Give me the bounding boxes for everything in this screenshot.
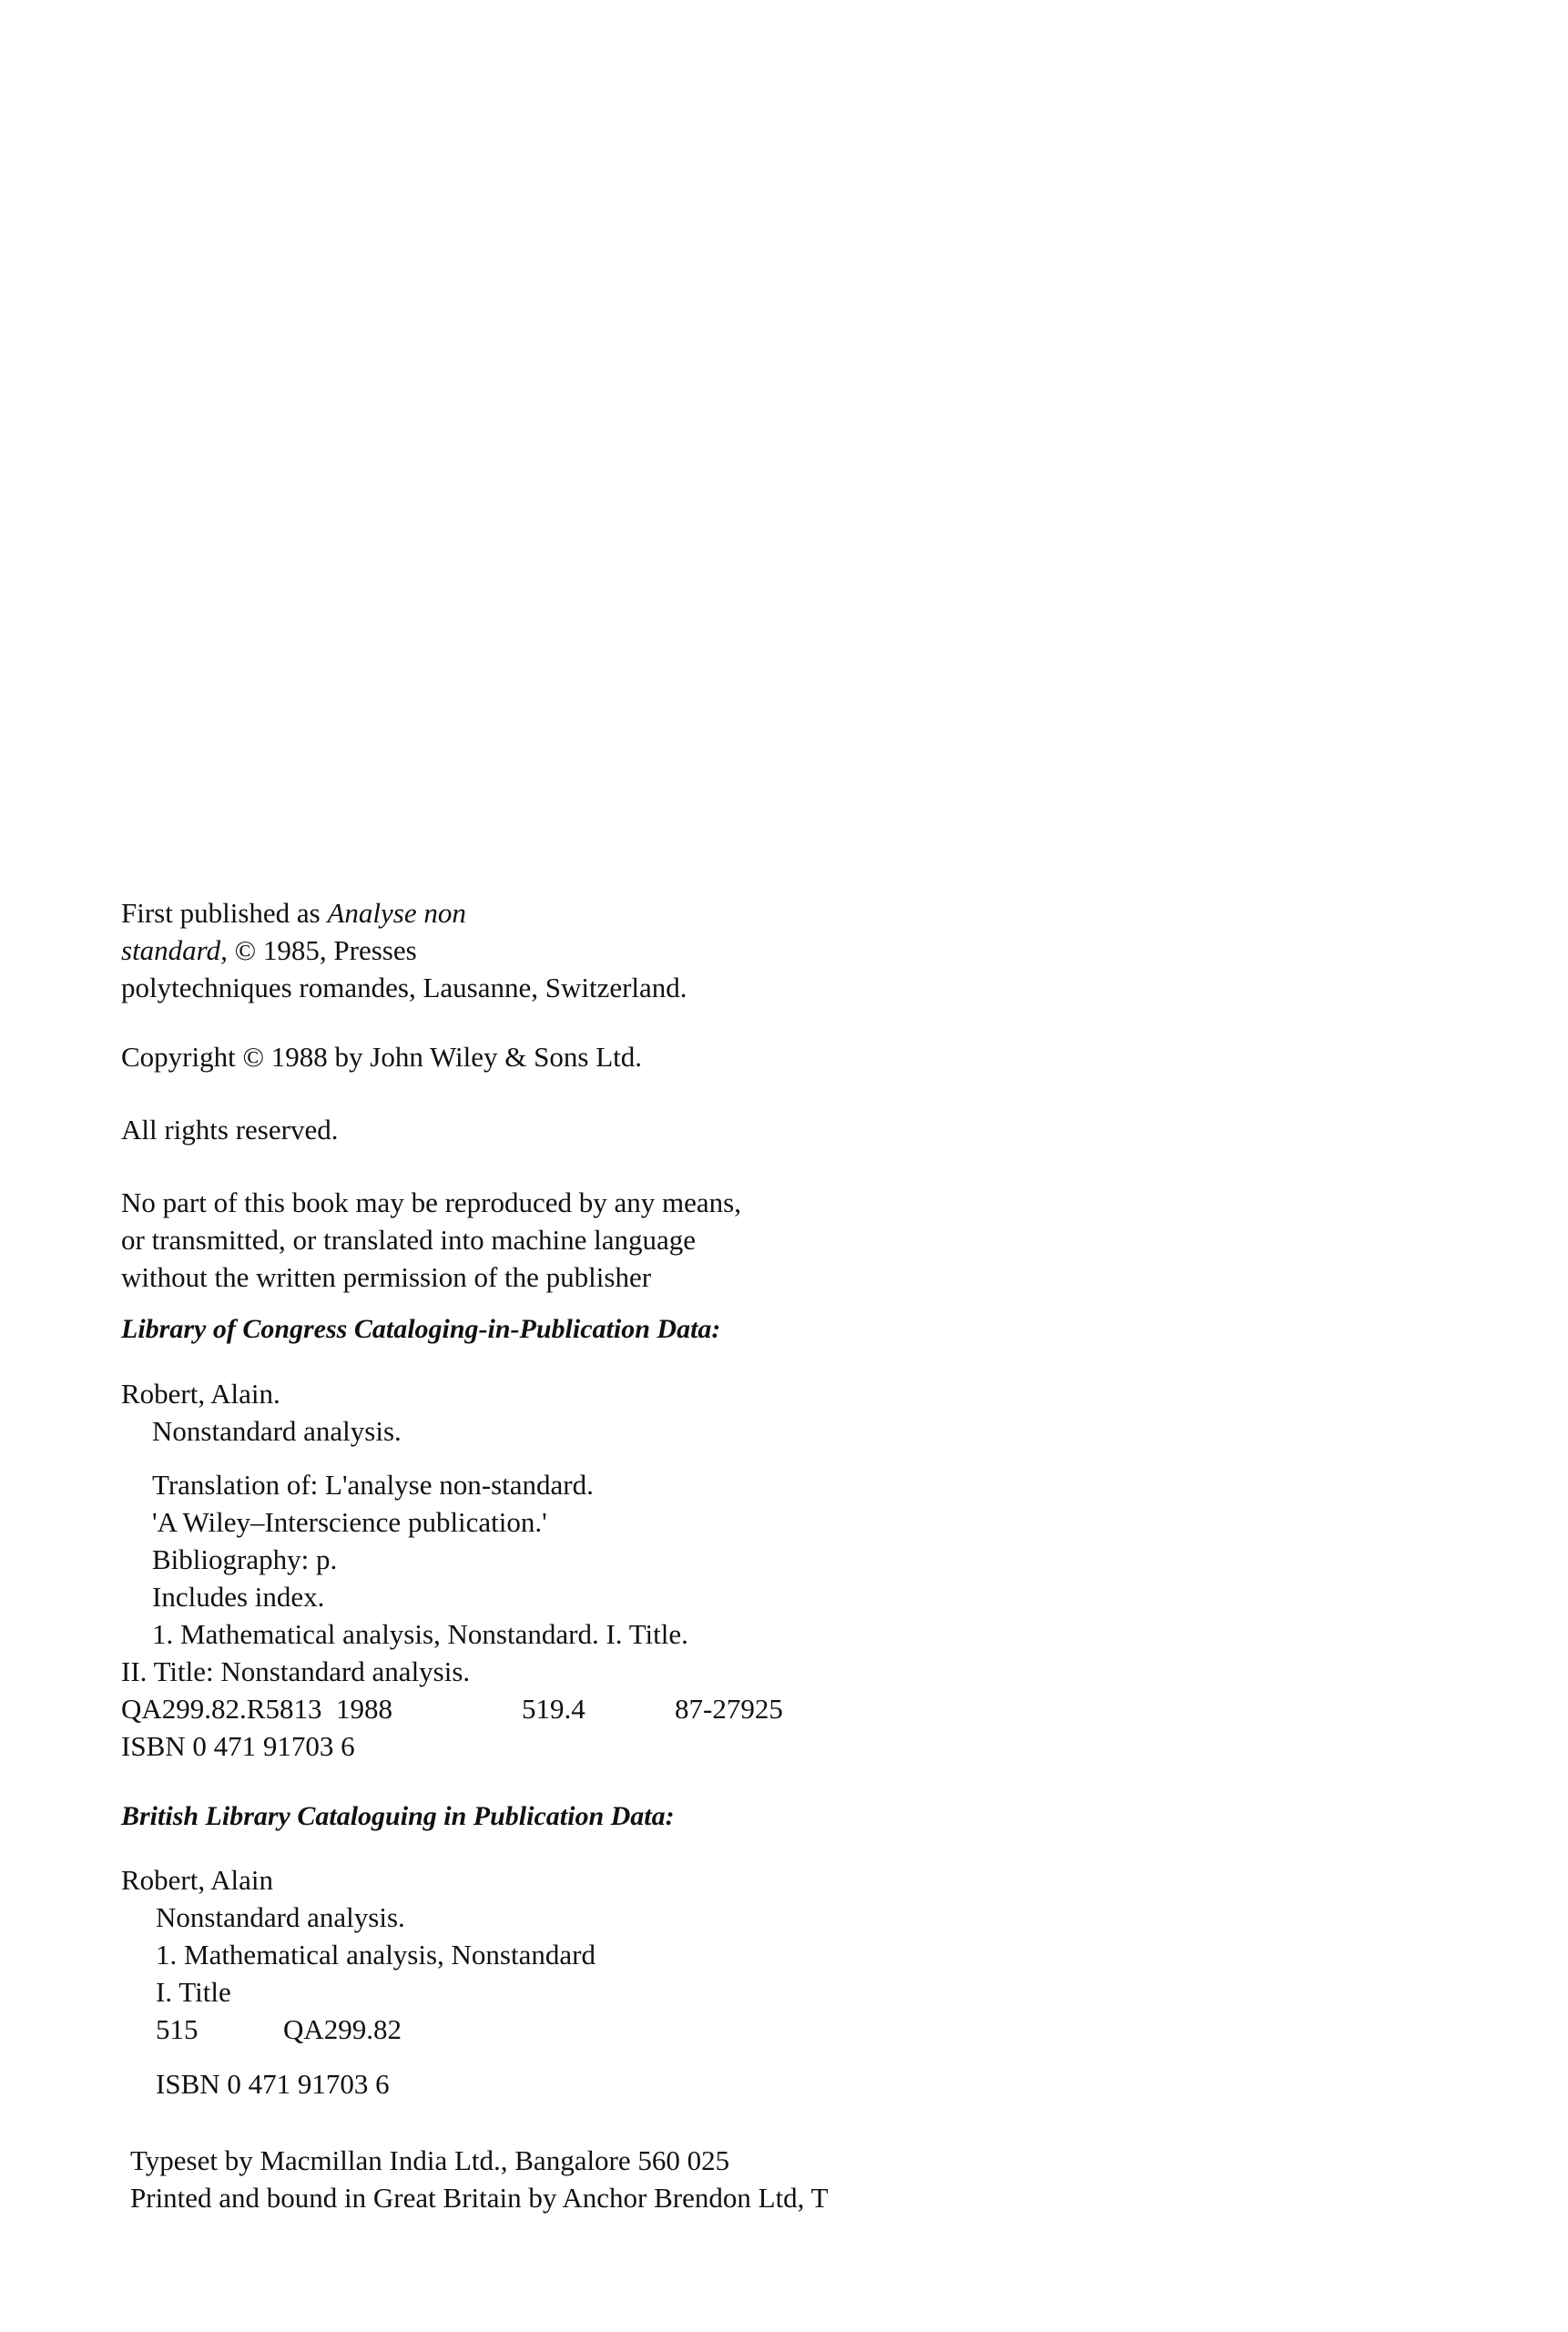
- loc-note: Bibliography: p.: [152, 1543, 338, 1575]
- bl-class-line: [121, 2011, 1305, 2048]
- bl-call-number: QA299.82: [283, 2013, 402, 2045]
- loc-title-2: II. Title: Nonstandard analysis.: [121, 1655, 471, 1687]
- first-published-line-1: First published as Analyse non: [121, 897, 466, 929]
- bl-title-entry: I. Title: [156, 1976, 231, 2008]
- loc-note: Translation of: L'analyse non-standard.: [152, 1469, 594, 1501]
- bl-class-number: 515: [156, 2013, 199, 2045]
- loc-cip-block: [121, 1375, 1305, 1450]
- reproduction-notice: [121, 1184, 1305, 1296]
- loc-note: 1. Mathematical analysis, Nonstandard. I. Title.: [152, 1618, 688, 1650]
- bl-isbn: ISBN 0 471 91703 6: [156, 2068, 390, 2100]
- copyright-notice: Copyright © 1988 by John Wiley & Sons Ltd.: [121, 1041, 643, 1073]
- bl-title: Nonstandard analysis.: [156, 1901, 405, 1933]
- loc-call-number: QA299.82.R5813 1988: [121, 1693, 392, 1725]
- bl-subject: 1. Mathematical analysis, Nonstandard: [156, 1939, 596, 1970]
- original-title-part-1: Analyse non: [327, 897, 466, 929]
- loc-note: Includes index.: [152, 1581, 325, 1613]
- bl-author: Robert, Alain: [121, 1864, 274, 1896]
- loc-call-line: [121, 1690, 1305, 1727]
- loc-author: Robert, Alain.: [121, 1378, 280, 1410]
- loc-heading: Library of Congress Cataloging-in-Publication Data:: [121, 1314, 721, 1344]
- loc-lccn: 87-27925: [675, 1693, 783, 1725]
- loc-isbn: ISBN 0 471 91703 6: [121, 1730, 355, 1762]
- printed-line: Printed and bound in Great Britain by Anchor Brendon Ltd, T: [130, 2182, 829, 2214]
- original-title-part-2: standard,: [121, 934, 228, 966]
- rights-reserved: All rights reserved.: [121, 1114, 339, 1146]
- loc-dewey: 519.4: [522, 1693, 585, 1725]
- notice-line: No part of this book may be reproduced by any means,: [121, 1186, 741, 1218]
- loc-notes-block: [121, 1466, 1305, 1765]
- bl-heading: British Library Cataloguing in Publication Data:: [121, 1801, 675, 1831]
- first-published-line-3: polytechniques romandes, Lausanne, Switzerland.: [121, 972, 687, 1003]
- loc-note: 'A Wiley–Interscience publication.': [152, 1506, 547, 1538]
- notice-line: without the written permission of the publisher: [121, 1261, 652, 1293]
- notice-line: or transmitted, or translated into machine language: [121, 1224, 696, 1256]
- typeset-line: Typeset by Macmillan India Ltd., Bangalore 560 025: [130, 2144, 730, 2176]
- bl-cip-block: [121, 1861, 1305, 2048]
- loc-title: Nonstandard analysis.: [152, 1415, 402, 1447]
- first-published-block: [121, 894, 1305, 1006]
- printer-info: [130, 2142, 1314, 2216]
- first-published-line-2: standard, © 1985, Presses: [121, 934, 417, 966]
